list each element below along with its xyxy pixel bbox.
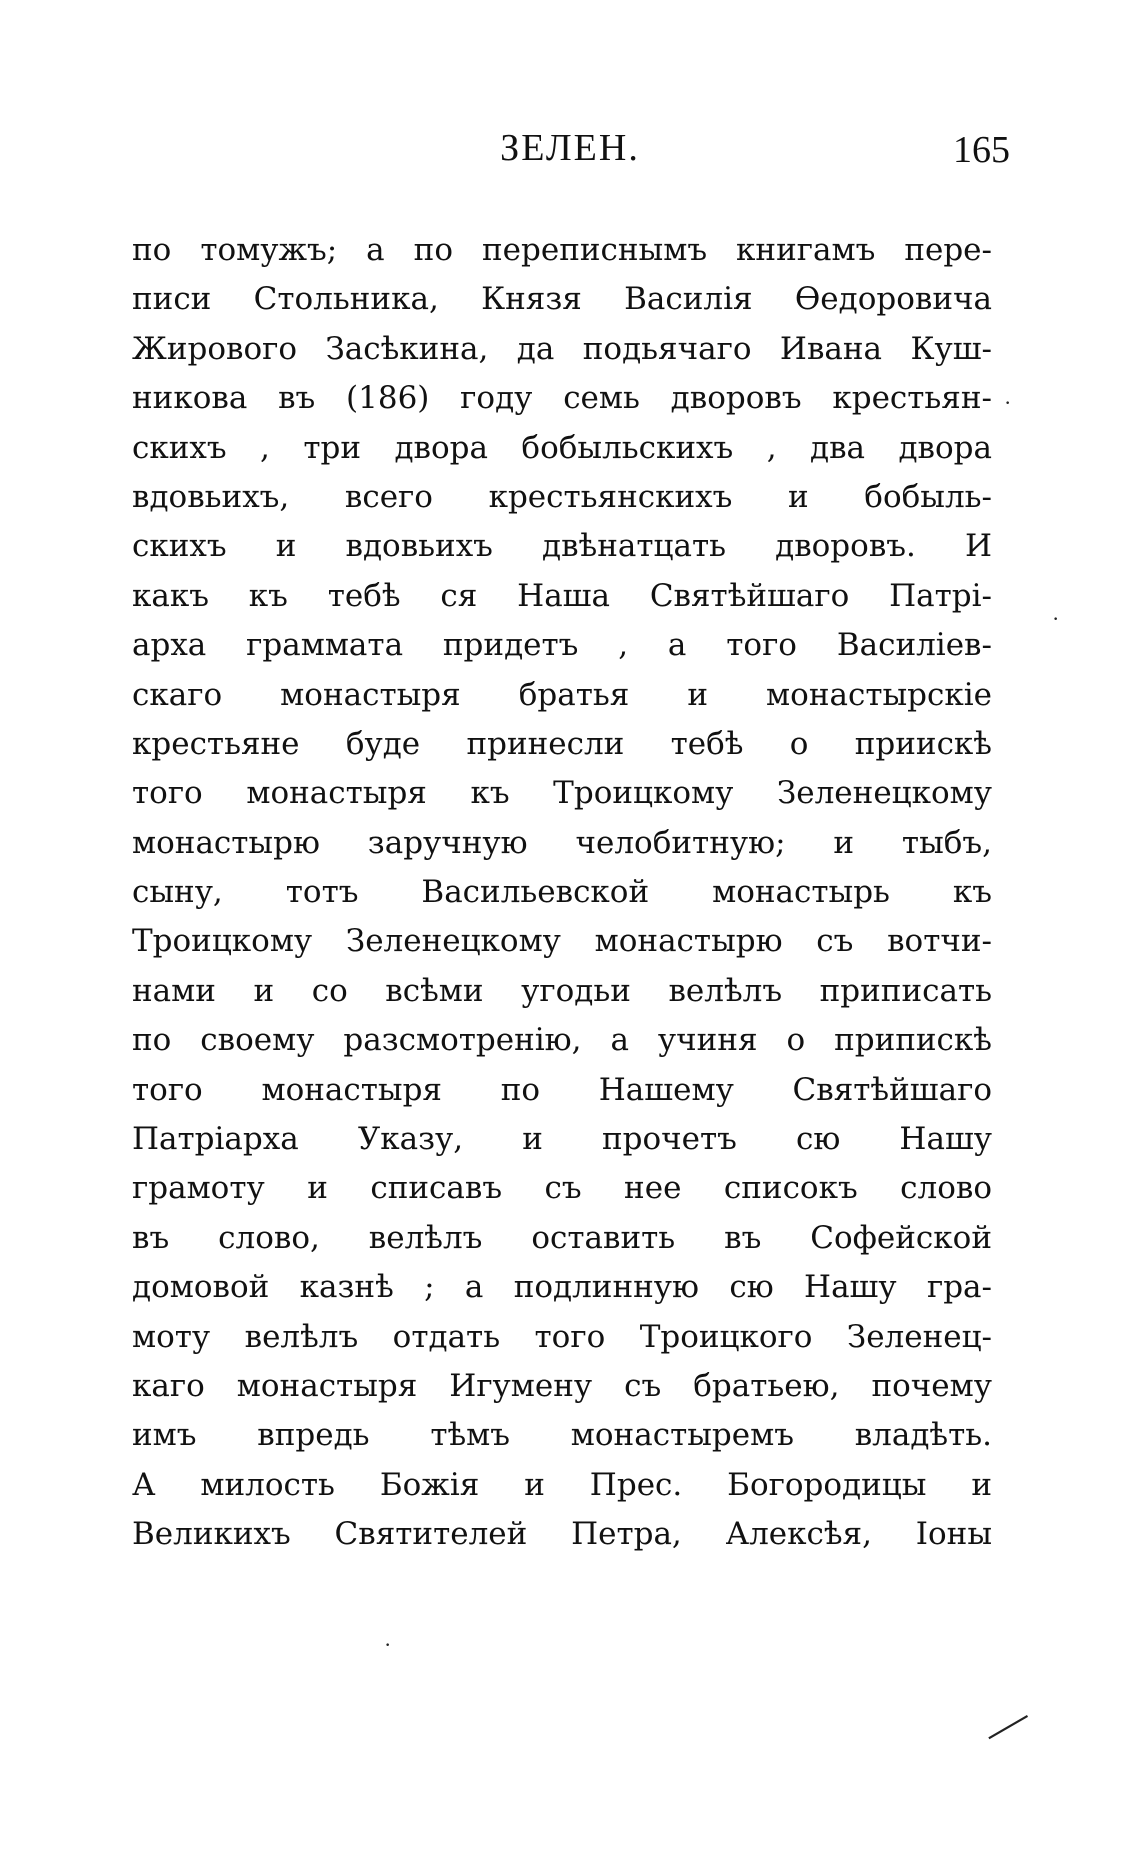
- text-line: А милость Божія и Прес. Богородицы и: [132, 1466, 992, 1503]
- text-line: домовой казнѣ ; а подлинную сю Нашу гра-: [132, 1269, 992, 1306]
- text-line: монастырю заручную челобитную; и тыбъ,: [132, 824, 992, 861]
- text-line: Жирового Засѣкина, да подьячаго Ивана Куш-: [132, 330, 992, 367]
- text-line: Великихъ Святителей Петра, Алексѣя, Іоны: [132, 1516, 992, 1553]
- ink-dot-mark: ·: [384, 1632, 392, 1657]
- text-line: въ слово, велѣлъ оставить въ Софейской: [132, 1219, 992, 1256]
- text-line: вдовьихъ, всего крестьянскихъ и бобыль-: [132, 478, 992, 515]
- text-line: писи Стольника, Князя Василія Өедоровича: [132, 281, 992, 318]
- page-number: 165: [953, 129, 1010, 171]
- text-line: того монастыря къ Троицкому Зеленецкому: [132, 775, 992, 812]
- body-text: [132, 226, 992, 1560]
- text-line: по своему разсмотренію, а учиня о припискѣ: [132, 1022, 992, 1059]
- text-line: сыну, тотъ Васильевской монастырь къ: [132, 874, 992, 911]
- ink-stroke-mark: ―: [974, 1691, 1038, 1756]
- text-line: какъ къ тебѣ ся Наша Святѣйшаго Патрі-: [132, 577, 992, 614]
- text-line: скихъ , три двора бобыльскихъ , два двора: [132, 429, 992, 466]
- margin-speck-mark: ·: [1004, 390, 1012, 415]
- text-line: каго монастыря Игумену съ братьею, почему: [132, 1367, 992, 1404]
- text-line: нами и со всѣми угодьи велѣлъ приписать: [132, 972, 992, 1009]
- text-line: Троицкому Зеленецкому монастырю съ вотчи-: [132, 923, 992, 960]
- page-header: [120, 126, 1020, 186]
- text-line: арха граммата придетъ , а того Василіев-: [132, 627, 992, 664]
- text-line: скихъ и вдовьихъ двѣнатцать дворовъ. И: [132, 528, 992, 565]
- text-line: того монастыря по Нашему Святѣйшаго: [132, 1071, 992, 1108]
- text-line: Патріарха Указу, и прочетъ сю Нашу: [132, 1121, 992, 1158]
- text-line: по томужъ; а по переписнымъ книгамъ пере-: [132, 232, 992, 268]
- text-line: скаго монастыря братья и монастырскіе: [132, 676, 992, 713]
- text-line: имъ впредь тѣмъ монастыремъ владѣть.: [132, 1417, 992, 1454]
- text-line: грамоту и списавъ съ нее списокъ слово: [132, 1170, 992, 1207]
- margin-speck-mark: ·: [1052, 606, 1060, 631]
- running-head: ЗЕЛЕН.: [500, 127, 640, 169]
- text-line: крестьяне буде принесли тебѣ о приискѣ: [132, 725, 992, 762]
- text-line: никова въ (186) году семь дворовъ крестьян-: [132, 380, 992, 417]
- text-line: моту велѣлъ отдать того Троицкого Зеленец-: [132, 1318, 992, 1355]
